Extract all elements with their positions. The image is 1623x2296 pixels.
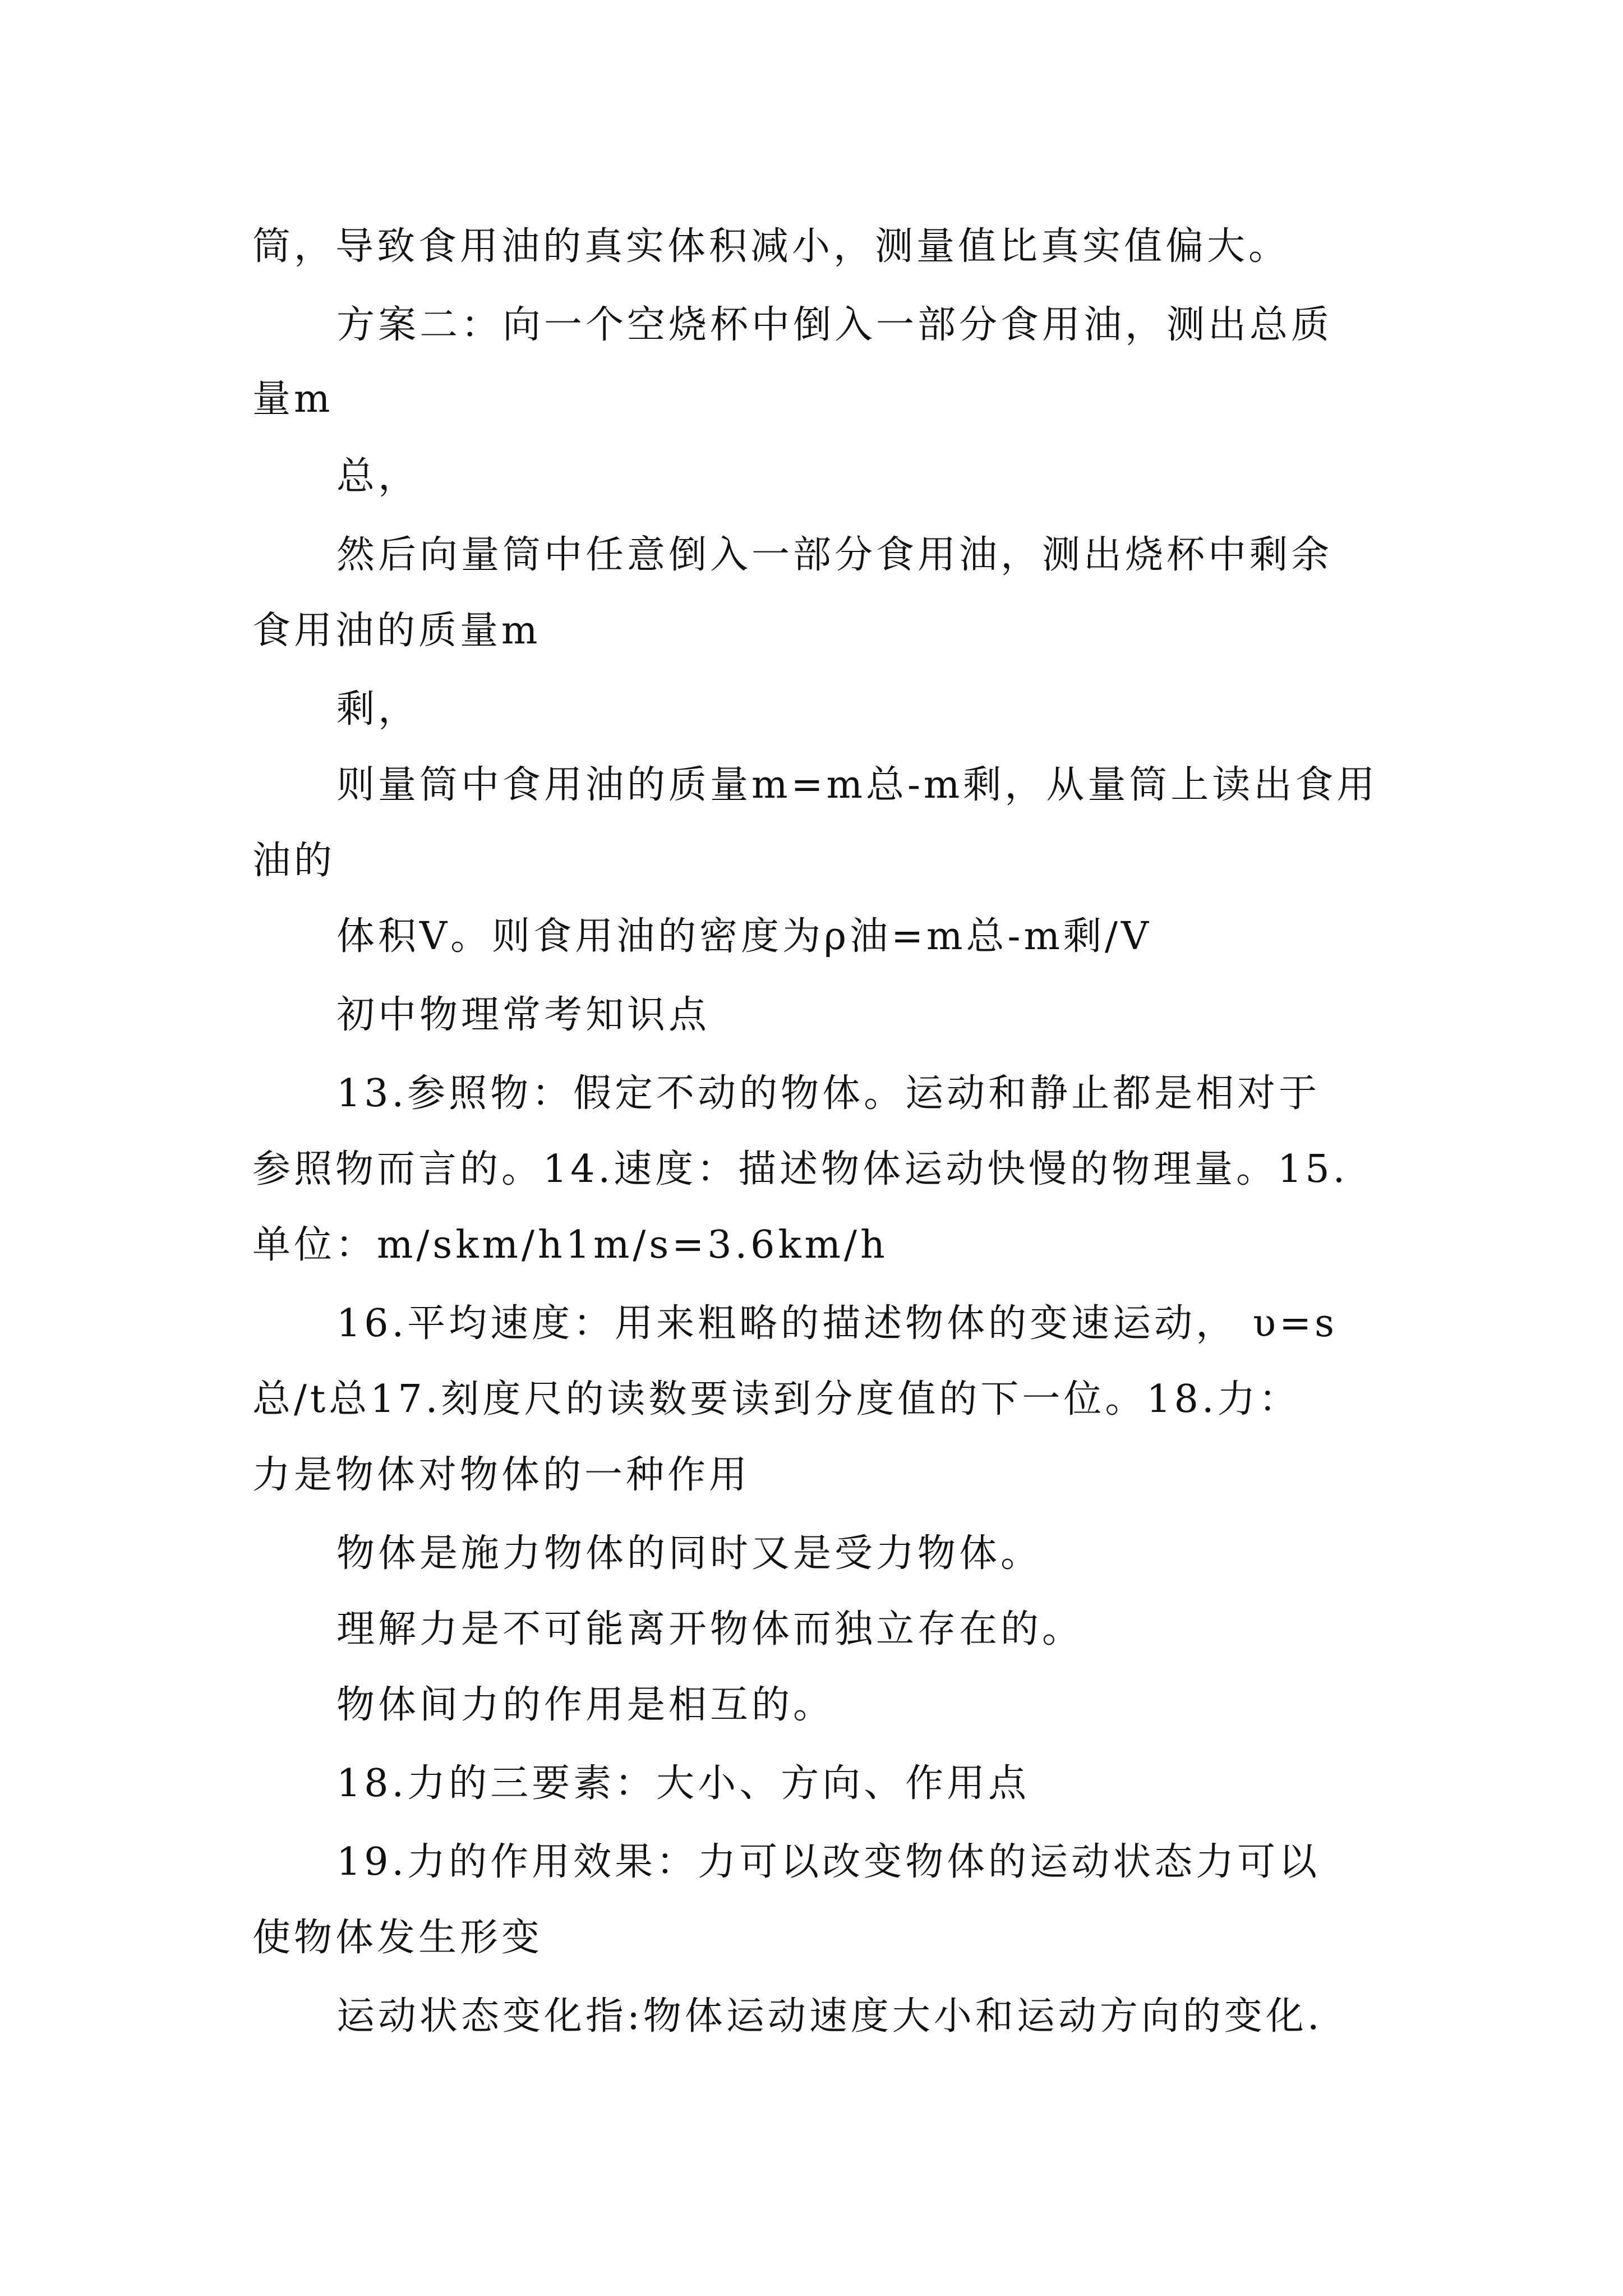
text-line-2: 方案二：向一个空烧杯中倒入一部分食用油，测出总质	[336, 303, 1333, 347]
text-line-16: 总/t总17.刻度尺的读数要读到分度值的下一位。18.力：	[252, 1377, 1301, 1421]
text-line-22: 19.力的作用效果：力可以改变物体的运动状态力可以	[336, 1840, 1321, 1884]
text-line-14: 单位：m/skm/h1m/s=3.6km/h	[252, 1223, 888, 1267]
text-line-1: 筒，导致食用油的真实体积减小，测量值比真实值偏大。	[252, 224, 1290, 269]
text-line-5: 然后向量筒中任意倒入一部分食用油，测出烧杯中剩余	[336, 533, 1333, 577]
text-line-20: 物体间力的作用是相互的。	[336, 1683, 835, 1727]
text-line-3: 量m	[252, 377, 334, 421]
text-line-23: 使物体发生形变	[252, 1916, 543, 1960]
text-line-11: 初中物理常考知识点	[336, 993, 711, 1037]
text-line-9: 油的	[252, 839, 336, 883]
text-line-18: 物体是施力物体的同时又是受力物体。	[336, 1531, 1043, 1576]
text-line-19: 理解力是不可能离开物体而独立存在的。	[336, 1607, 1084, 1651]
text-line-7: 剩，	[336, 687, 420, 731]
text-line-8: 则量筒中食用油的质量m=m总-m剩，从量筒上读出食用	[336, 763, 1378, 807]
text-line-17: 力是物体对物体的一种作用	[252, 1453, 751, 1497]
text-line-4: 总，	[336, 454, 420, 499]
text-line-12: 13.参照物：假定不动的物体。运动和静止都是相对于	[336, 1071, 1321, 1116]
text-line-24: 运动状态变化指:物体运动速度大小和运动方向的变化.	[336, 1994, 1323, 2039]
text-line-21: 18.力的三要素：大小、方向、作用点	[336, 1761, 1030, 1806]
text-line-15: 16.平均速度：用来粗略的描述物体的变速运动， υ=s	[336, 1301, 1338, 1346]
text-line-6: 食用油的质量m	[252, 609, 541, 653]
document-page	[252, 0, 1380, 2296]
text-line-13: 参照物而言的。14.速度：描述物体运动快慢的物理量。15.	[252, 1147, 1349, 1191]
text-line-10: 体积V。则食用油的密度为ρ油=m总-m剩/V	[336, 914, 1152, 959]
